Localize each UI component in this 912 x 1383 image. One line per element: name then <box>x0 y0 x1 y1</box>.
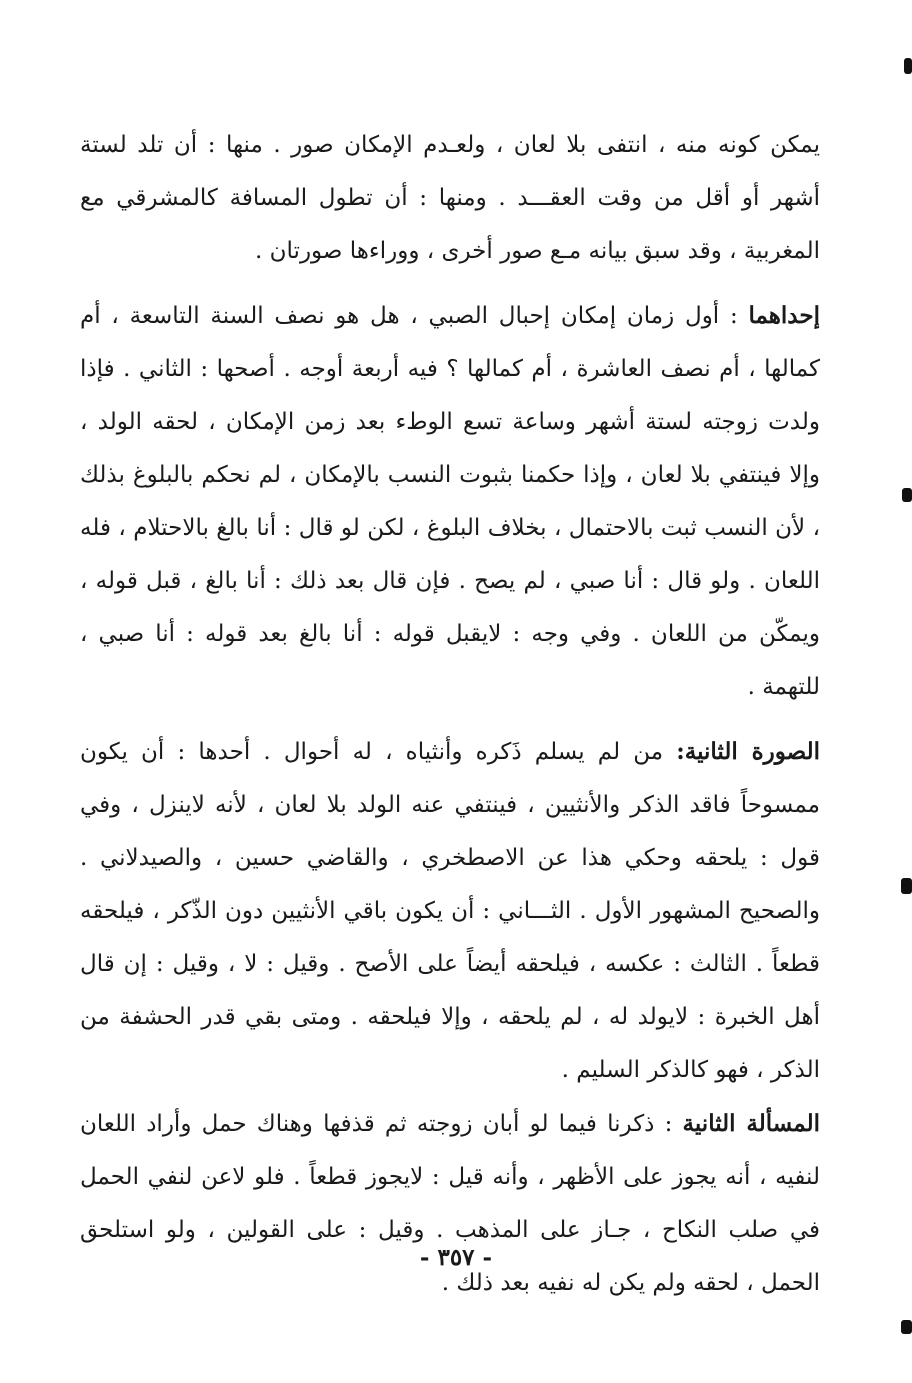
paragraph-2-lead: إحداهما <box>748 302 820 329</box>
binding-mark-icon <box>901 1320 912 1334</box>
paragraph-4-lead: المسألة الثانية <box>682 1110 820 1137</box>
paragraph-2 <box>80 289 820 714</box>
binding-mark-icon <box>904 58 912 74</box>
paragraph-2-text: : أول زمان إمكان إحبال الصبي ، هل هو نصف السنة التاسعة ، أم كمالها ، أم نصف العاشرة ، أم كمالها ؟ فيه أربعة أوجه . أصحها : الثاني . فإذا ولدت زوجته لستة أشهر وساعة تسع الوطء بعد زمن الإمكان ، لحقه الولد ، وإلا فينتفي بلا لعان ، وإذا حكمنا بثبوت النسب بالإمكان ، لم نحكم بالبلوغ بذلك ، لأن النسب ثبت بالاحتمال ، بخلاف البلوغ ، لكن لو قال : أنا بالغ بالاحتلام ، فله اللعان . ولو قال : أنا صبي ، لم يصح . فإن قال بعد ذلك : أنا بالغ ، قبل قوله ، ويمكّن من اللعان . وفي وجه : لايقبل قوله : أنا بالغ بعد قوله : أنا صبي ، للتهمة . <box>80 303 820 700</box>
paragraph-4-text: : ذكرنا فيما لو أبان زوجته ثم قذفها وهناك حمل وأراد اللعان لنفيه ، أنه يجوز على الأظهر ، وأنه قيل : لايجوز قطعاً . فلو لاعن لنفي الحمل في صلب النكاح ، جـاز على المذهب . وقيل : على القولين ، ولو استلحق الحمل ، لحقه ولم يكن له نفيه بعد ذلك . <box>80 1111 820 1296</box>
page-number: - ٣٥٧ - <box>419 1244 493 1271</box>
binding-mark-icon <box>901 878 912 894</box>
paragraph-4 <box>80 1097 820 1310</box>
paragraph-3-lead: الصورة الثانية: <box>676 738 820 765</box>
page-body <box>80 118 820 1310</box>
binding-mark-icon <box>902 488 912 502</box>
paragraph-3 <box>80 725 820 1097</box>
paragraph-1 <box>80 118 820 278</box>
paragraph-3-text: من لم يسلم ذَكره وأنثياه ، له أحوال . أحدها : أن يكون ممسوحاً فاقد الذكر والأنثيين ، فينتفي عنه الولد بلا لعان ، لأنه لاينزل ، وفي قول : يلحقه وحكي هذا عن الاصطخري ، والقاضي حسين ، والصيدلاني . والصحيح المشهور الأول . الثـــاني : أن يكون باقي الأنثيين دون الذّكر ، فيلحقه قطعاً . الثالث : عكسه ، فيلحقه أيضاً على الأصح . وقيل : لا ، وقيل : إن قال أهل الخبرة : لايولد له ، لم يلحقه ، وإلا فيلحقه . ومتى بقي قدر الحشفة من الذكر ، فهو كالذكر السليم . <box>80 739 820 1083</box>
paragraph-1-text: يمكن كونه منه ، انتفى بلا لعان ، ولعـدم الإمكان صور . منها : أن تلد لستة أشهر أو أقل من وقت العقـــد . ومنها : أن تطول المسافة كالمشرقي مع المغربية ، وقد سبق بيانه مـع صور أخرى ، ووراءها صورتان . <box>80 132 820 264</box>
